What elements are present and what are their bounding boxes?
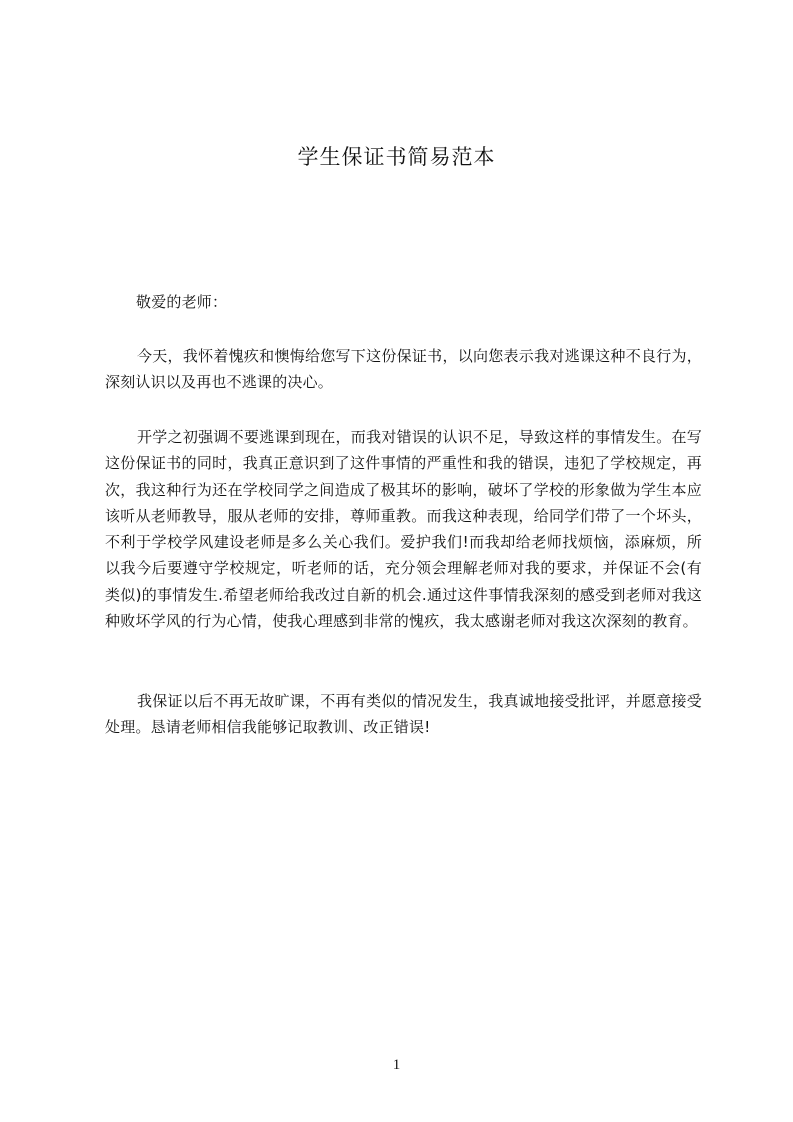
document-title: 学生保证书简易范本 <box>297 145 496 169</box>
paragraph-pledge: 我保证以后不再无故旷课，不再有类似的情况发生，我真诚地接受批评，并愿意接受处理。恳请老师相信我能够记取教训、改正错误! <box>105 692 702 737</box>
page-number: 1 <box>392 1057 401 1073</box>
paragraph-intro: 今天，我怀着愧疚和懊悔给您写下这份保证书，以向您表示我对逃课这种不良行为，深刻认识以及再也不逃课的决心。 <box>105 347 702 392</box>
salutation: 敬爱的老师： <box>136 293 228 311</box>
paragraph-reflection: 开学之初强调不要逃课到现在，而我对错误的认识不足，导致这样的事情发生。在写这份保证书的同时，我真正意识到了这件事情的严重性和我的错误，违犯了学校规定，再次，我这种行为还在学校同学之间造成了极其坏的影响，破坏了学校的形象做为学生本应该听从老师教导，服从老师的安排，尊师重教。而我这种表现，给同学们带了一个坏头，不利于学校学风建设老师是多么关心我们。爱护我们!而我却给老师找烦恼，添麻烦，所以我今后要遵守学校规定，听老师的话，充分领会理解老师对我的要求，并保证不会(有类似)的事情发生.希望老师给我改过自新的机会.通过这件事情我深刻的感受到老师对我这种败坏学风的行为心情，使我心理感到非常的愧疚，我太感谢老师对我这次深刻的教育。 <box>105 428 702 631</box>
